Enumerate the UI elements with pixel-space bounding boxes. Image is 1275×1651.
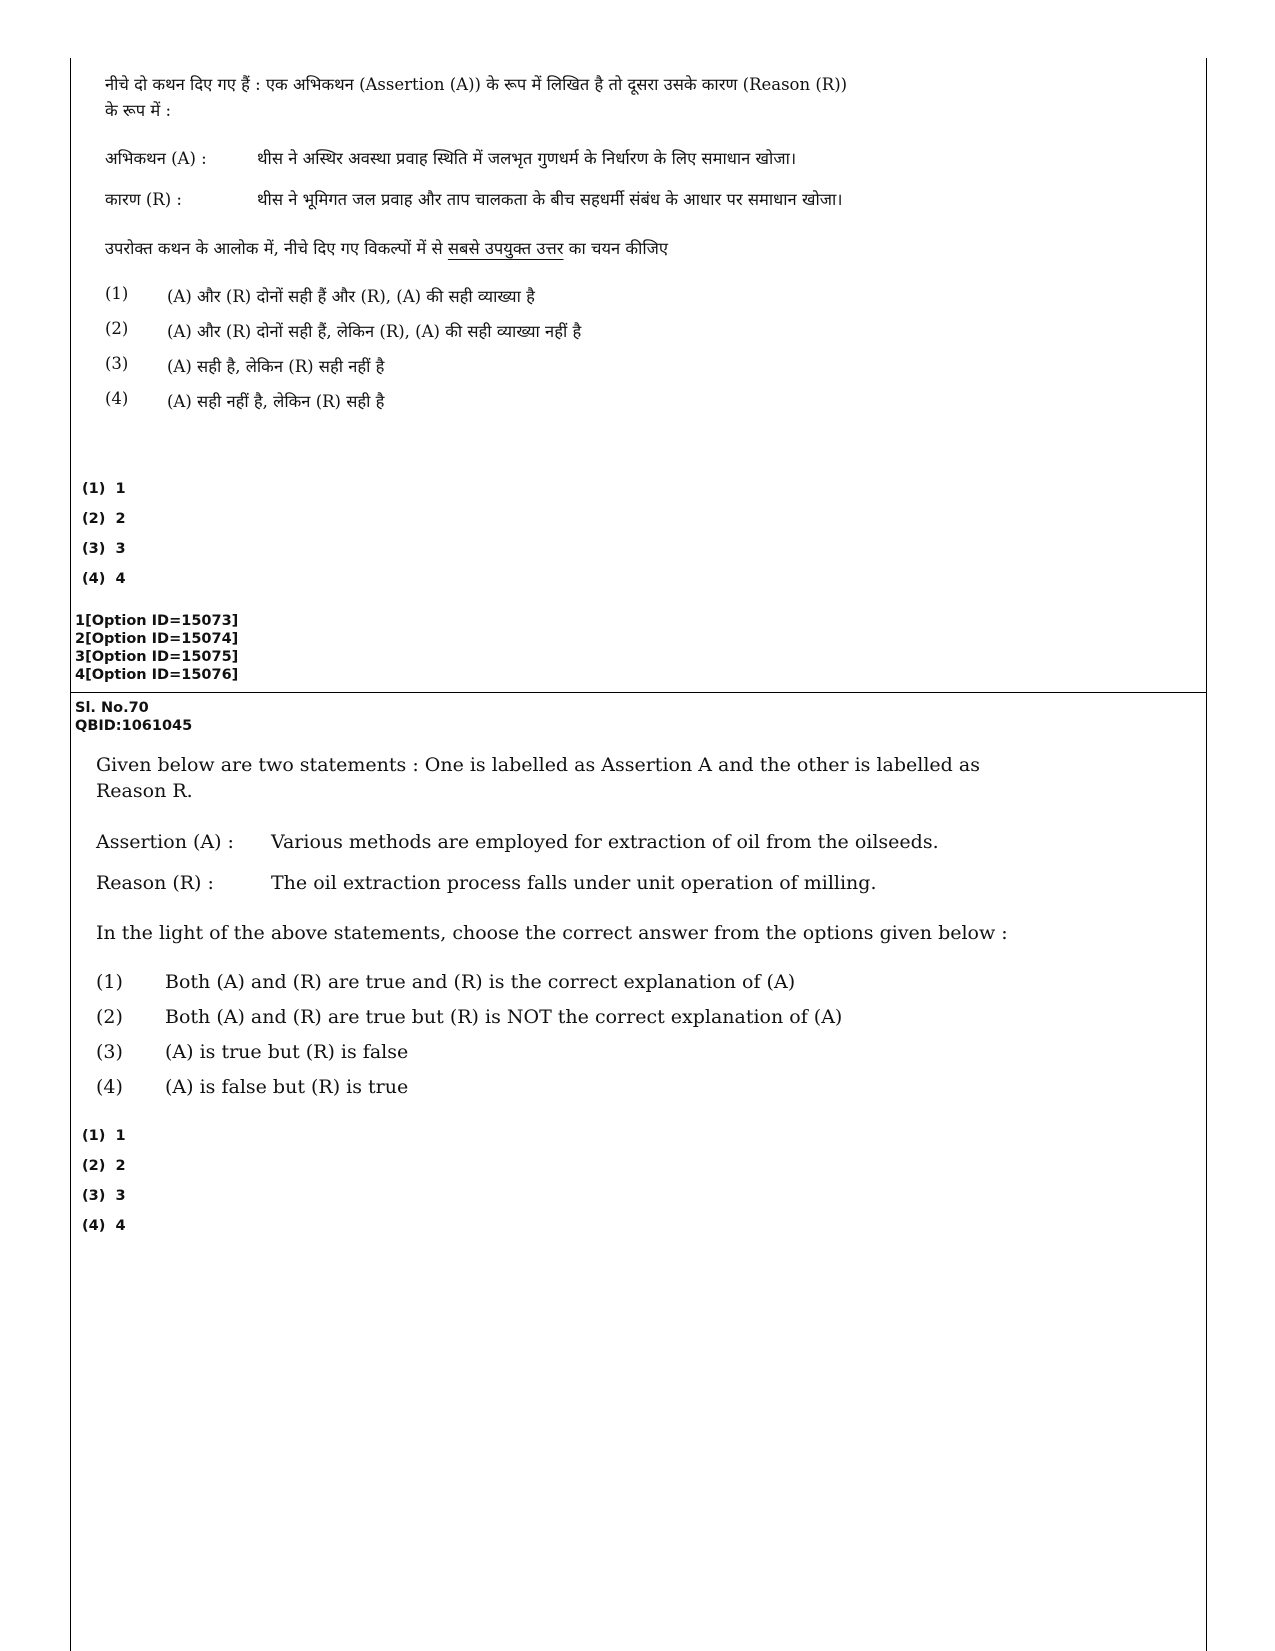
answer-choices-2 — [82, 1121, 126, 1241]
option-id: 1[Option ID=15073] — [75, 613, 239, 629]
hindi-instruction — [105, 236, 1165, 262]
english-option-text: Both (A) and (R) are true and (R) is the correct explanation of (A) — [165, 971, 796, 993]
hindi-option-2 — [105, 319, 1165, 354]
english-option-num: (1) — [96, 971, 123, 993]
question-divider — [70, 692, 1207, 693]
english-assertion-text: Various methods are employed for extraction of oil from the oilseeds. — [271, 831, 939, 853]
english-question — [96, 752, 1156, 1111]
english-option-num: (2) — [96, 1006, 123, 1028]
hindi-option-text: (A) और (R) दोनों सही हैं और (R), (A) की सही व्याख्या है — [167, 287, 535, 306]
hindi-option-3 — [105, 354, 1165, 389]
english-option-3 — [96, 1041, 1156, 1076]
english-reason — [96, 872, 1156, 894]
english-option-2 — [96, 1006, 1156, 1041]
english-assertion-label: Assertion (A) : — [96, 831, 234, 853]
option-id: 2[Option ID=15074] — [75, 631, 239, 647]
hindi-option-num: (1) — [105, 284, 129, 303]
hindi-option-text: (A) और (R) दोनों सही हैं, लेकिन (R), (A) की सही व्याख्या नहीं है — [167, 322, 582, 341]
hindi-assertion-label: अभिकथन (A) : — [105, 149, 207, 168]
answer-choice[interactable]: (2) 2 — [82, 1158, 126, 1174]
hindi-option-text: (A) सही नहीं है, लेकिन (R) सही है — [167, 392, 385, 411]
hindi-intro-line1: नीचे दो कथन दिए गए हैं : एक अभिकथन (Assertion (A)) के रूप में लिखित है तो दूसरा उसके कारण (Reason (R)) — [105, 75, 848, 94]
english-assertion — [96, 831, 1156, 853]
hindi-intro-line2: के रूप में : — [105, 101, 172, 120]
hindi-instruction-pre: उपरोक्त कथन के आलोक में, नीचे दिए गए विकल्पों में से — [105, 239, 448, 258]
page-border-right — [1206, 58, 1207, 1651]
english-option-text: (A) is false but (R) is true — [165, 1076, 409, 1098]
hindi-option-text: (A) सही है, लेकिन (R) सही नहीं है — [167, 357, 385, 376]
answer-choice[interactable]: (2) 2 — [82, 511, 126, 527]
hindi-reason-label: कारण (R) : — [105, 190, 182, 209]
english-intro-line1: Given below are two statements : One is labelled as Assertion A and the other is labelled as — [96, 754, 980, 776]
hindi-assertion — [105, 146, 1165, 169]
hindi-instruction-post: का चयन कीजिए — [563, 239, 669, 258]
hindi-assertion-text: थीस ने अस्थिर अवस्था प्रवाह स्थिति में जलभृत गुणधर्म के निर्धारण के लिए समाधान खोजा। — [257, 149, 797, 168]
answer-choice[interactable]: (4) 4 — [82, 1218, 126, 1234]
english-reason-text: The oil extraction process falls under unit operation of milling. — [271, 872, 877, 894]
english-reason-label: Reason (R) : — [96, 872, 214, 894]
option-id: 4[Option ID=15076] — [75, 667, 239, 683]
answer-choices-1 — [82, 474, 126, 594]
hindi-option-4 — [105, 389, 1165, 424]
hindi-instruction-underlined: सबसे उपयुक्त उत्तर — [447, 239, 564, 258]
option-id: 3[Option ID=15075] — [75, 649, 239, 665]
hindi-reason — [105, 187, 1165, 210]
hindi-option-num: (2) — [105, 319, 129, 338]
option-ids — [75, 612, 238, 684]
hindi-question — [105, 72, 1165, 424]
hindi-options — [105, 284, 1165, 424]
answer-choice[interactable]: (3) 3 — [82, 541, 126, 557]
english-option-4 — [96, 1076, 1156, 1111]
english-option-num: (4) — [96, 1076, 123, 1098]
hindi-option-num: (3) — [105, 354, 129, 373]
hindi-reason-text: थीस ने भूमिगत जल प्रवाह और ताप चालकता के बीच सहधर्मी संबंध के आधार पर समाधान खोजा। — [257, 190, 843, 209]
answer-choice[interactable]: (1) 1 — [82, 1128, 126, 1144]
english-intro-line2: Reason R. — [96, 780, 193, 802]
english-option-text: (A) is true but (R) is false — [165, 1041, 409, 1063]
page-border-left — [70, 58, 71, 1651]
qbid: QBID:1061045 — [75, 718, 193, 734]
english-option-1 — [96, 971, 1156, 1006]
english-options — [96, 971, 1156, 1111]
question-header — [75, 699, 192, 735]
answer-choice[interactable]: (1) 1 — [82, 481, 126, 497]
hindi-option-num: (4) — [105, 389, 129, 408]
serial-number: Sl. No.70 — [75, 700, 149, 716]
english-instruction: In the light of the above statements, choose the correct answer from the options given below : — [96, 922, 1008, 944]
english-option-text: Both (A) and (R) are true but (R) is NOT the correct explanation of (A) — [165, 1006, 843, 1028]
hindi-option-1 — [105, 284, 1165, 319]
english-option-num: (3) — [96, 1041, 123, 1063]
answer-choice[interactable]: (3) 3 — [82, 1188, 126, 1204]
answer-choice[interactable]: (4) 4 — [82, 571, 126, 587]
